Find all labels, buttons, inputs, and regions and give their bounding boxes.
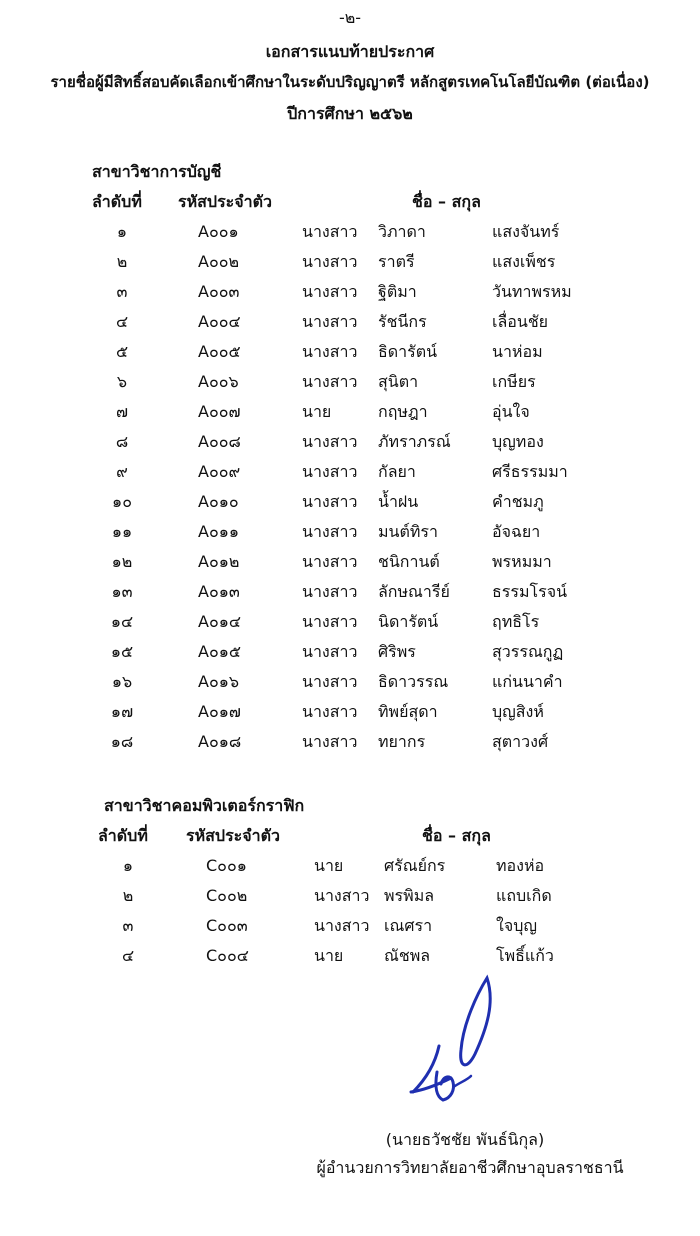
first-name: ธิดารัตน์ — [378, 342, 438, 361]
name-prefix: นางสาว — [302, 492, 358, 511]
header-subtitle: รายชื่อผู้มีสิทธิ์สอบคัดเลือกเข้าศึกษาในระดับปริญญาตรี หลักสูตรเทคโนโลยีบัณฑิต (ต่อเนื่อง) — [50, 73, 650, 91]
table-row — [0, 306, 700, 336]
table-row — [0, 366, 700, 396]
page-number: -๒- — [338, 8, 362, 27]
table-row — [0, 636, 700, 666]
student-code: A๐๐๔ — [198, 312, 241, 331]
last-name: แสงเพ็ชร — [492, 252, 556, 271]
row-number: ๑๕ — [110, 642, 134, 661]
last-name: อัจฉยา — [492, 522, 541, 541]
table-row — [0, 726, 700, 756]
student-code: A๐๑๔ — [198, 612, 241, 631]
first-name: กฤษฎา — [378, 402, 428, 421]
table-row — [0, 576, 700, 606]
row-number: ๑๐ — [112, 492, 132, 511]
name-prefix: นาย — [302, 402, 332, 421]
table-row — [0, 546, 700, 576]
table-row — [0, 396, 700, 426]
student-code: C๐๐๓ — [206, 916, 248, 935]
first-name: ลักษณารีย์ — [378, 582, 450, 601]
row-number: ๑ — [116, 222, 128, 241]
last-name: ธรรมโรจน์ — [492, 582, 567, 601]
last-name: เลื่อนชัย — [492, 312, 549, 331]
header-title: เอกสารแนบท้ายประกาศ — [265, 42, 435, 61]
student-code: A๐๐๓ — [198, 282, 240, 301]
table-row — [0, 880, 700, 910]
row-number: ๑๗ — [110, 702, 134, 721]
name-prefix: นางสาว — [302, 672, 358, 691]
student-code: A๐๑๐ — [198, 492, 239, 511]
name-prefix: นางสาว — [302, 282, 358, 301]
student-code: A๐๑๑ — [198, 522, 240, 541]
section-title: สาขาวิชาคอมพิวเตอร์กราฟิก — [104, 796, 305, 815]
table-row — [0, 516, 700, 546]
row-number: ๔ — [121, 946, 135, 965]
last-name: บุญสิงห์ — [492, 702, 544, 721]
row-number: ๙ — [116, 462, 128, 481]
name-prefix: นางสาว — [314, 886, 370, 905]
column-header-no: ลำดับที่ — [92, 192, 142, 211]
last-name: ศรีธรรมมา — [492, 462, 568, 481]
table-row — [0, 216, 700, 246]
last-name: คำชมภู — [492, 492, 544, 511]
row-number: ๑๘ — [110, 732, 134, 751]
student-code: A๐๑๒ — [198, 552, 240, 571]
student-code: A๐๐๗ — [198, 402, 241, 421]
last-name: เกษียร — [492, 372, 536, 391]
last-name: อุ่นใจ — [492, 402, 530, 421]
name-prefix: นางสาว — [302, 552, 358, 571]
last-name: สุวรรณกูฏ — [492, 642, 564, 661]
row-number: ๔ — [115, 312, 129, 331]
name-prefix: นางสาว — [302, 642, 358, 661]
student-code: A๐๑๕ — [198, 642, 241, 661]
name-prefix: นางสาว — [302, 342, 358, 361]
table-row — [0, 606, 700, 636]
student-code: A๐๐๖ — [198, 372, 239, 391]
name-prefix: นางสาว — [302, 222, 358, 241]
name-prefix: นาย — [314, 856, 344, 875]
last-name: ใจบุญ — [496, 916, 537, 935]
last-name: สุตาวงศ์ — [492, 732, 549, 751]
header-academic-year: ปีการศึกษา ๒๕๖๒ — [287, 104, 413, 123]
first-name: สุนิตา — [378, 372, 419, 391]
name-prefix: นางสาว — [302, 372, 358, 391]
student-code: C๐๐๔ — [206, 946, 249, 965]
name-prefix: นางสาว — [302, 252, 358, 271]
last-name: แถบเกิด — [496, 886, 552, 905]
last-name: วันทาพรหม — [492, 282, 572, 301]
row-number: ๕ — [115, 342, 129, 361]
first-name: มนต์ทิรา — [378, 522, 438, 541]
section-title: สาขาวิชาการบัญชี — [92, 162, 222, 181]
name-prefix: นางสาว — [302, 582, 358, 601]
name-prefix: นาย — [314, 946, 344, 965]
first-name: ฐิติมา — [378, 282, 417, 301]
first-name: รัชนีกร — [378, 312, 427, 331]
table-row — [0, 850, 700, 880]
student-code: A๐๐๑ — [198, 222, 239, 241]
row-number: ๑๓ — [111, 582, 133, 601]
student-code: A๐๐๙ — [198, 462, 241, 481]
last-name: ทองห่อ — [496, 856, 545, 875]
column-header-code: รหัสประจำตัว — [178, 192, 272, 211]
table-row — [0, 336, 700, 366]
table-row — [0, 940, 700, 970]
row-number: ๗ — [115, 402, 129, 421]
column-header-code: รหัสประจำตัว — [186, 826, 280, 845]
table-row — [0, 486, 700, 516]
table-row — [0, 426, 700, 456]
student-code: A๐๑๗ — [198, 702, 241, 721]
student-list — [0, 850, 700, 970]
first-name: ศิริพร — [378, 642, 416, 661]
student-code: A๐๐๒ — [198, 252, 240, 271]
first-name: พรพิมล — [384, 886, 435, 905]
first-name: ทยากร — [378, 732, 426, 751]
name-prefix: นางสาว — [302, 702, 358, 721]
table-row — [0, 696, 700, 726]
last-name: บุญทอง — [492, 432, 544, 451]
signatory-name: (นายธวัชชัย พันธ์นิกุล) — [385, 1130, 545, 1149]
signature-image — [395, 972, 535, 1112]
row-number: ๖ — [116, 372, 128, 391]
first-name: กัลยา — [378, 462, 416, 481]
row-number: ๑๖ — [111, 672, 133, 691]
first-name: เณศรา — [384, 916, 433, 935]
first-name: ชนิกานต์ — [378, 552, 440, 571]
last-name: ฤทธิโร — [492, 612, 540, 631]
student-code: C๐๐๒ — [206, 886, 248, 905]
name-prefix: นางสาว — [302, 732, 358, 751]
row-number: ๓ — [122, 916, 134, 935]
row-number: ๑ — [122, 856, 134, 875]
name-prefix: นางสาว — [302, 312, 358, 331]
first-name: ทิพย์สุดา — [378, 702, 438, 721]
first-name: ธิดาวรรณ — [378, 672, 449, 691]
student-code: C๐๐๑ — [206, 856, 247, 875]
row-number: ๑๔ — [110, 612, 134, 631]
last-name: นาห่อม — [492, 342, 543, 361]
document-header — [0, 36, 700, 129]
first-name: วิภาดา — [378, 222, 426, 241]
student-list — [0, 216, 700, 756]
name-prefix: นางสาว — [314, 916, 370, 935]
row-number: ๓ — [116, 282, 128, 301]
first-name: ณัชพล — [384, 946, 431, 965]
last-name: แสงจันทร์ — [492, 222, 560, 241]
first-name: นิดารัตน์ — [378, 612, 439, 631]
table-row — [0, 246, 700, 276]
first-name: ราตรี — [378, 252, 415, 271]
name-prefix: นางสาว — [302, 432, 358, 451]
row-number: ๑๑ — [111, 522, 133, 541]
row-number: ๑๒ — [111, 552, 133, 571]
student-code: A๐๑๘ — [198, 732, 242, 751]
row-number: ๘ — [115, 432, 129, 451]
table-row — [0, 456, 700, 486]
table-row — [0, 666, 700, 696]
student-code: A๐๐๕ — [198, 342, 241, 361]
signatory-title: ผู้อำนวยการวิทยาลัยอาชีวศึกษาอุบลราชธานี — [316, 1158, 624, 1177]
student-code: A๐๑๓ — [198, 582, 240, 601]
table-row — [0, 910, 700, 940]
row-number: ๒ — [122, 886, 134, 905]
column-header-no: ลำดับที่ — [98, 826, 148, 845]
row-number: ๒ — [116, 252, 128, 271]
table-row — [0, 276, 700, 306]
last-name: แก่นนาคำ — [492, 672, 563, 691]
student-code: A๐๑๖ — [198, 672, 240, 691]
name-prefix: นางสาว — [302, 522, 358, 541]
name-prefix: นางสาว — [302, 612, 358, 631]
first-name: ภัทราภรณ์ — [378, 432, 451, 451]
student-code: A๐๐๘ — [198, 432, 241, 451]
first-name: ศรัณย์กร — [384, 856, 446, 875]
column-header-name: ชื่อ – สกุล — [422, 826, 491, 845]
name-prefix: นางสาว — [302, 462, 358, 481]
last-name: โพธิ์แก้ว — [496, 946, 554, 965]
first-name: น้ำฝน — [378, 492, 419, 511]
last-name: พรหมมา — [492, 552, 552, 571]
column-header-name: ชื่อ – สกุล — [412, 192, 481, 211]
